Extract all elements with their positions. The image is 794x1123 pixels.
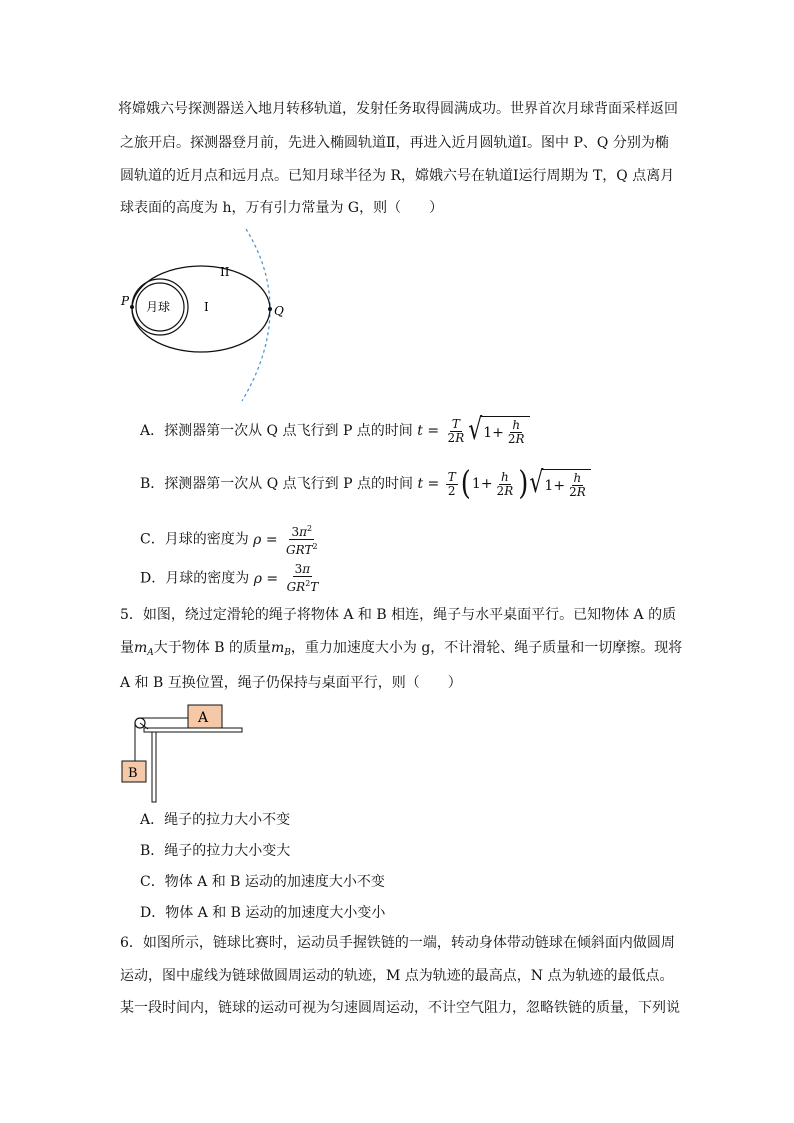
- q5-option-c[interactable]: C．物体 A 和 B 运动的加速度大小不变: [140, 874, 385, 890]
- q6-stem-line-3: 某一段时间内，链球的运动可视为匀速圆周运动，不计空气阻力，忽略铁链的质量，下列说: [120, 1000, 680, 1016]
- q4-stem-line-4: 球表面的高度为 h，万有引力常量为 G，则（ ）: [120, 200, 444, 216]
- q5-line2-part-c: ，重力加速度大小为 g，不计滑轮、绳子质量和一切摩擦。现将: [290, 640, 683, 656]
- table-leg: [152, 732, 156, 802]
- q5-option-d[interactable]: D．物体 A 和 B 运动的加速度大小变小: [140, 905, 386, 921]
- q4-option-a-text: A．探测器第一次从 Q 点飞行到 P 点的时间: [140, 423, 413, 439]
- q4-stem-line-3: 圆轨道的近月点和远月点。已知月球半径为 R，嫦娥六号在轨道Ⅰ运行周期为 T，Q 点离月: [120, 168, 675, 184]
- orbit-2-label: II: [220, 265, 230, 279]
- q4-option-a[interactable]: [140, 413, 530, 448]
- q4-option-b-text: B．探测器第一次从 Q 点飞行到 P 点的时间: [140, 476, 413, 492]
- q6-stem-line-1: 6．如图所示，链球比赛时，运动员手握铁链的一端，转动身体带动链球在倾斜面内做圆周: [120, 935, 675, 951]
- q5-stem-line-1: 5．如图，绕过定滑轮的绳子将物体 A 和 B 相连，绳子与水平桌面平行。已知物体 A 的质: [120, 607, 677, 623]
- point-q-label: Q: [274, 304, 284, 318]
- q4-option-c[interactable]: [140, 522, 322, 557]
- moon-label: 月球: [146, 300, 171, 314]
- q5-line2-part-a: 量: [120, 640, 134, 656]
- q4-option-c-formula: ρ = $\frac{3\pi^2}{GRT^2}$: [253, 524, 318, 557]
- dashed-trajectory: [242, 229, 270, 401]
- q6-stem-line-2: 运动，图中虚线为链球做圆周运动的轨迹，M 点为轨迹的最高点，N 点为轨迹的最低点。: [120, 968, 674, 984]
- table-top: [144, 728, 242, 732]
- q4-option-b[interactable]: [140, 465, 591, 503]
- q4-option-a-formula: t = $\frac{T}{2R}$ √ 1+ $\frac{h}{2R}$: [417, 416, 529, 446]
- orbit-diagram: [118, 225, 298, 405]
- pulley-diagram: [118, 704, 248, 804]
- point-q-dot: [268, 307, 272, 311]
- q4-option-b-formula: t = $\frac{T}{2}$ ( 1+ $\frac{h}{2R}$ ) √ 1+ $\frac{h}{2R}$: [417, 469, 590, 499]
- mass-a-symbol: $m_A$: [134, 640, 154, 658]
- q4-option-d-formula: ρ = $\frac{3\pi}{GR^2T}$: [253, 562, 319, 594]
- q5-option-a[interactable]: A．绳子的拉力大小不变: [140, 812, 291, 828]
- point-p-dot: [130, 305, 134, 309]
- q5-line2-part-b: 大于物体 B 的质量: [153, 640, 271, 656]
- point-p-label: P: [121, 294, 130, 308]
- q4-option-c-text: C．月球的密度为: [140, 531, 249, 548]
- q4-option-d[interactable]: [140, 563, 322, 594]
- q4-stem-line-2: 之旅开启。探测器登月前，先进入椭圆轨道Ⅱ，再进入近月圆轨道Ⅰ。图中 P、Q 分别为椭: [120, 135, 669, 151]
- q5-option-b[interactable]: B．绳子的拉力大小变大: [140, 843, 291, 859]
- q4-stem-line-1: 将嫦娥六号探测器送入地月转移轨道，发射任务取得圆满成功。世界首次月球背面采样返回: [118, 101, 678, 117]
- block-b-label: B: [128, 766, 138, 781]
- block-a-label: A: [198, 710, 209, 726]
- mass-b-symbol: $m_B$: [270, 640, 291, 658]
- q4-option-d-text: D．月球的密度为: [140, 570, 250, 587]
- q5-stem-line-3: A 和 B 互换位置，绳子仍保持与桌面平行，则（ ）: [120, 675, 462, 691]
- q5-stem-line-2: [120, 638, 682, 663]
- orbit-1-label: I: [204, 300, 209, 314]
